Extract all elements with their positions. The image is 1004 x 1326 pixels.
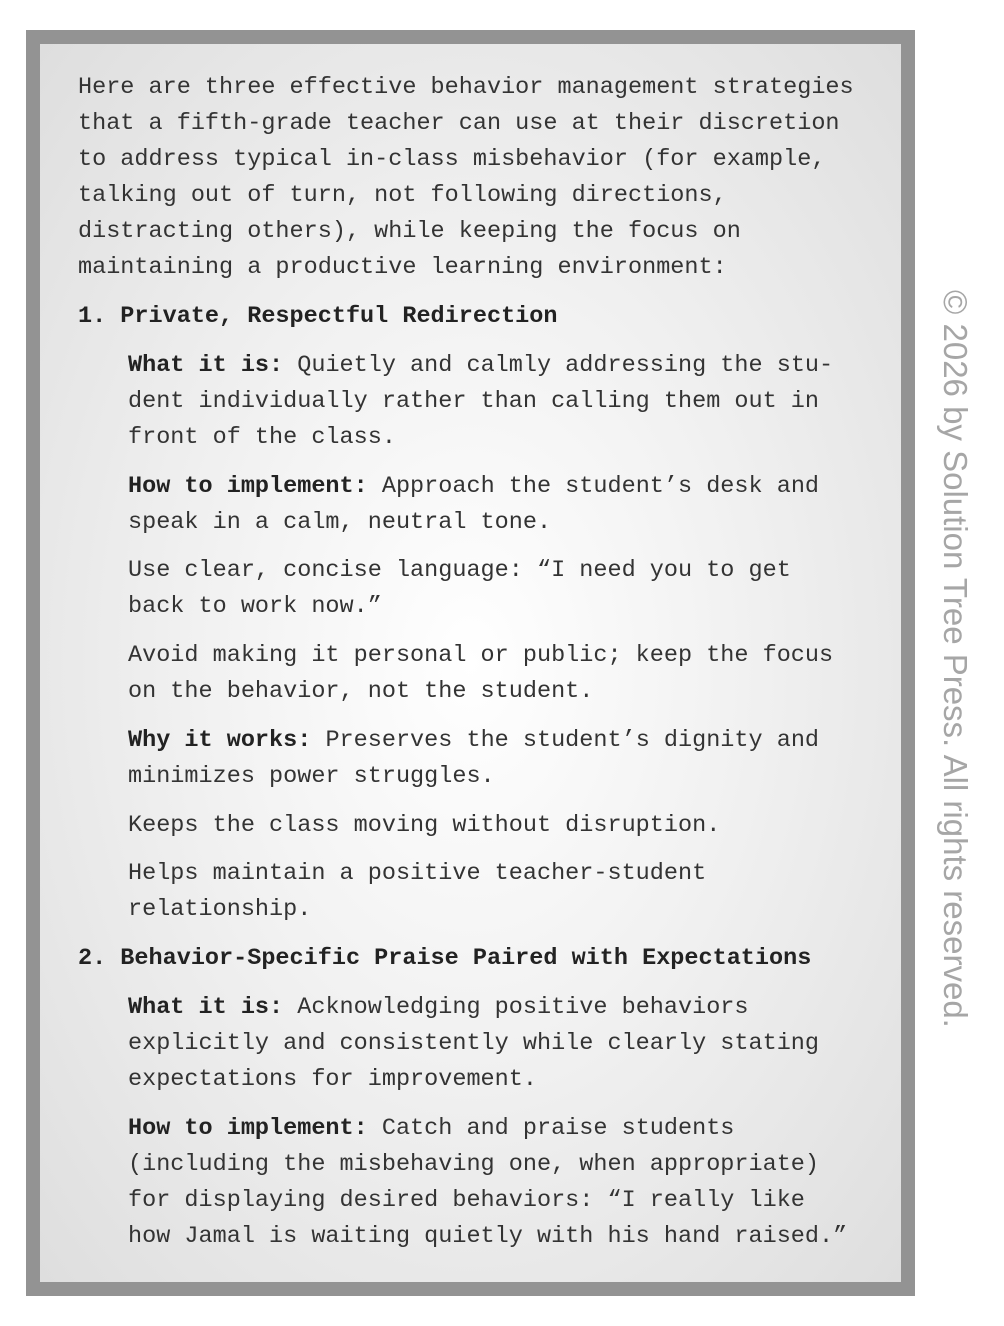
text-line: Acknowledging positive behaviors <box>283 994 749 1021</box>
text-line: (including the misbehaving one, when appropriate) <box>128 1151 820 1178</box>
text-line: Preserves the student’s dignity and <box>311 727 820 754</box>
text-line: front of the class. <box>128 424 396 451</box>
strategy-1-helps <box>128 856 706 928</box>
label: What it is: <box>128 352 284 379</box>
text-line: Catch and praise students <box>367 1115 735 1142</box>
strategy-1-keeps <box>128 808 720 844</box>
intro-paragraph <box>78 70 854 286</box>
strategy-1-why <box>128 723 819 795</box>
copyright-watermark: © 2026 by Solution Tree Press. All rights reserved. <box>937 290 974 1028</box>
strategy-1-what <box>128 348 833 456</box>
strategy-1-how <box>128 469 819 541</box>
heading-strategy-2 <box>78 941 811 977</box>
strategy-2-what <box>128 990 819 1098</box>
strategy-1-avoid <box>128 638 833 710</box>
text-line: Use clear, concise language: “I need you to get <box>128 557 791 584</box>
text-line: speak in a calm, neutral tone. <box>128 509 552 536</box>
text-line: expectations for improvement. <box>128 1066 537 1093</box>
text-line: that a fifth-grade teacher can use at their discretion <box>78 110 840 137</box>
label: How to implement: <box>128 473 368 500</box>
text-line: dent individually rather than calling them out in <box>128 388 820 415</box>
strategy-2-how <box>128 1111 847 1255</box>
heading-text: 1. Private, Respectful Redirection <box>78 303 558 330</box>
text-line: minimizes power struggles. <box>128 763 495 790</box>
text-line: how Jamal is waiting quietly with his hand raised.” <box>128 1223 848 1250</box>
text-line: talking out of turn, not following directions, <box>78 182 727 209</box>
heading-strategy-1 <box>78 299 557 335</box>
text-line: Keeps the class moving without disruption. <box>128 812 721 839</box>
text-line: Avoid making it personal or public; keep the focus <box>128 642 834 669</box>
heading-text: 2. Behavior-Specific Praise Paired with Expectations <box>78 945 812 972</box>
strategy-1-language <box>128 553 791 625</box>
label: How to implement: <box>128 1115 368 1142</box>
text-line: Helps maintain a positive teacher-student <box>128 860 707 887</box>
text-line: for displaying desired behaviors: “I really like <box>128 1187 805 1214</box>
label: Why it works: <box>128 727 312 754</box>
text-line: Approach the student’s desk and <box>367 473 820 500</box>
text-line: maintaining a productive learning environment: <box>78 254 727 281</box>
text-line: back to work now.” <box>128 593 382 620</box>
text-line: to address typical in-class misbehavior (for example, <box>78 146 826 173</box>
text-line: Here are three effective behavior management strategies <box>78 74 854 101</box>
text-line: relationship. <box>128 896 312 923</box>
text-line: explicitly and consistently while clearly stating <box>128 1030 820 1057</box>
label: What it is: <box>128 994 284 1021</box>
text-line: on the behavior, not the student. <box>128 678 594 705</box>
text-line: distracting others), while keeping the focus on <box>78 218 741 245</box>
text-line: Quietly and calmly addressing the stu- <box>283 352 834 379</box>
